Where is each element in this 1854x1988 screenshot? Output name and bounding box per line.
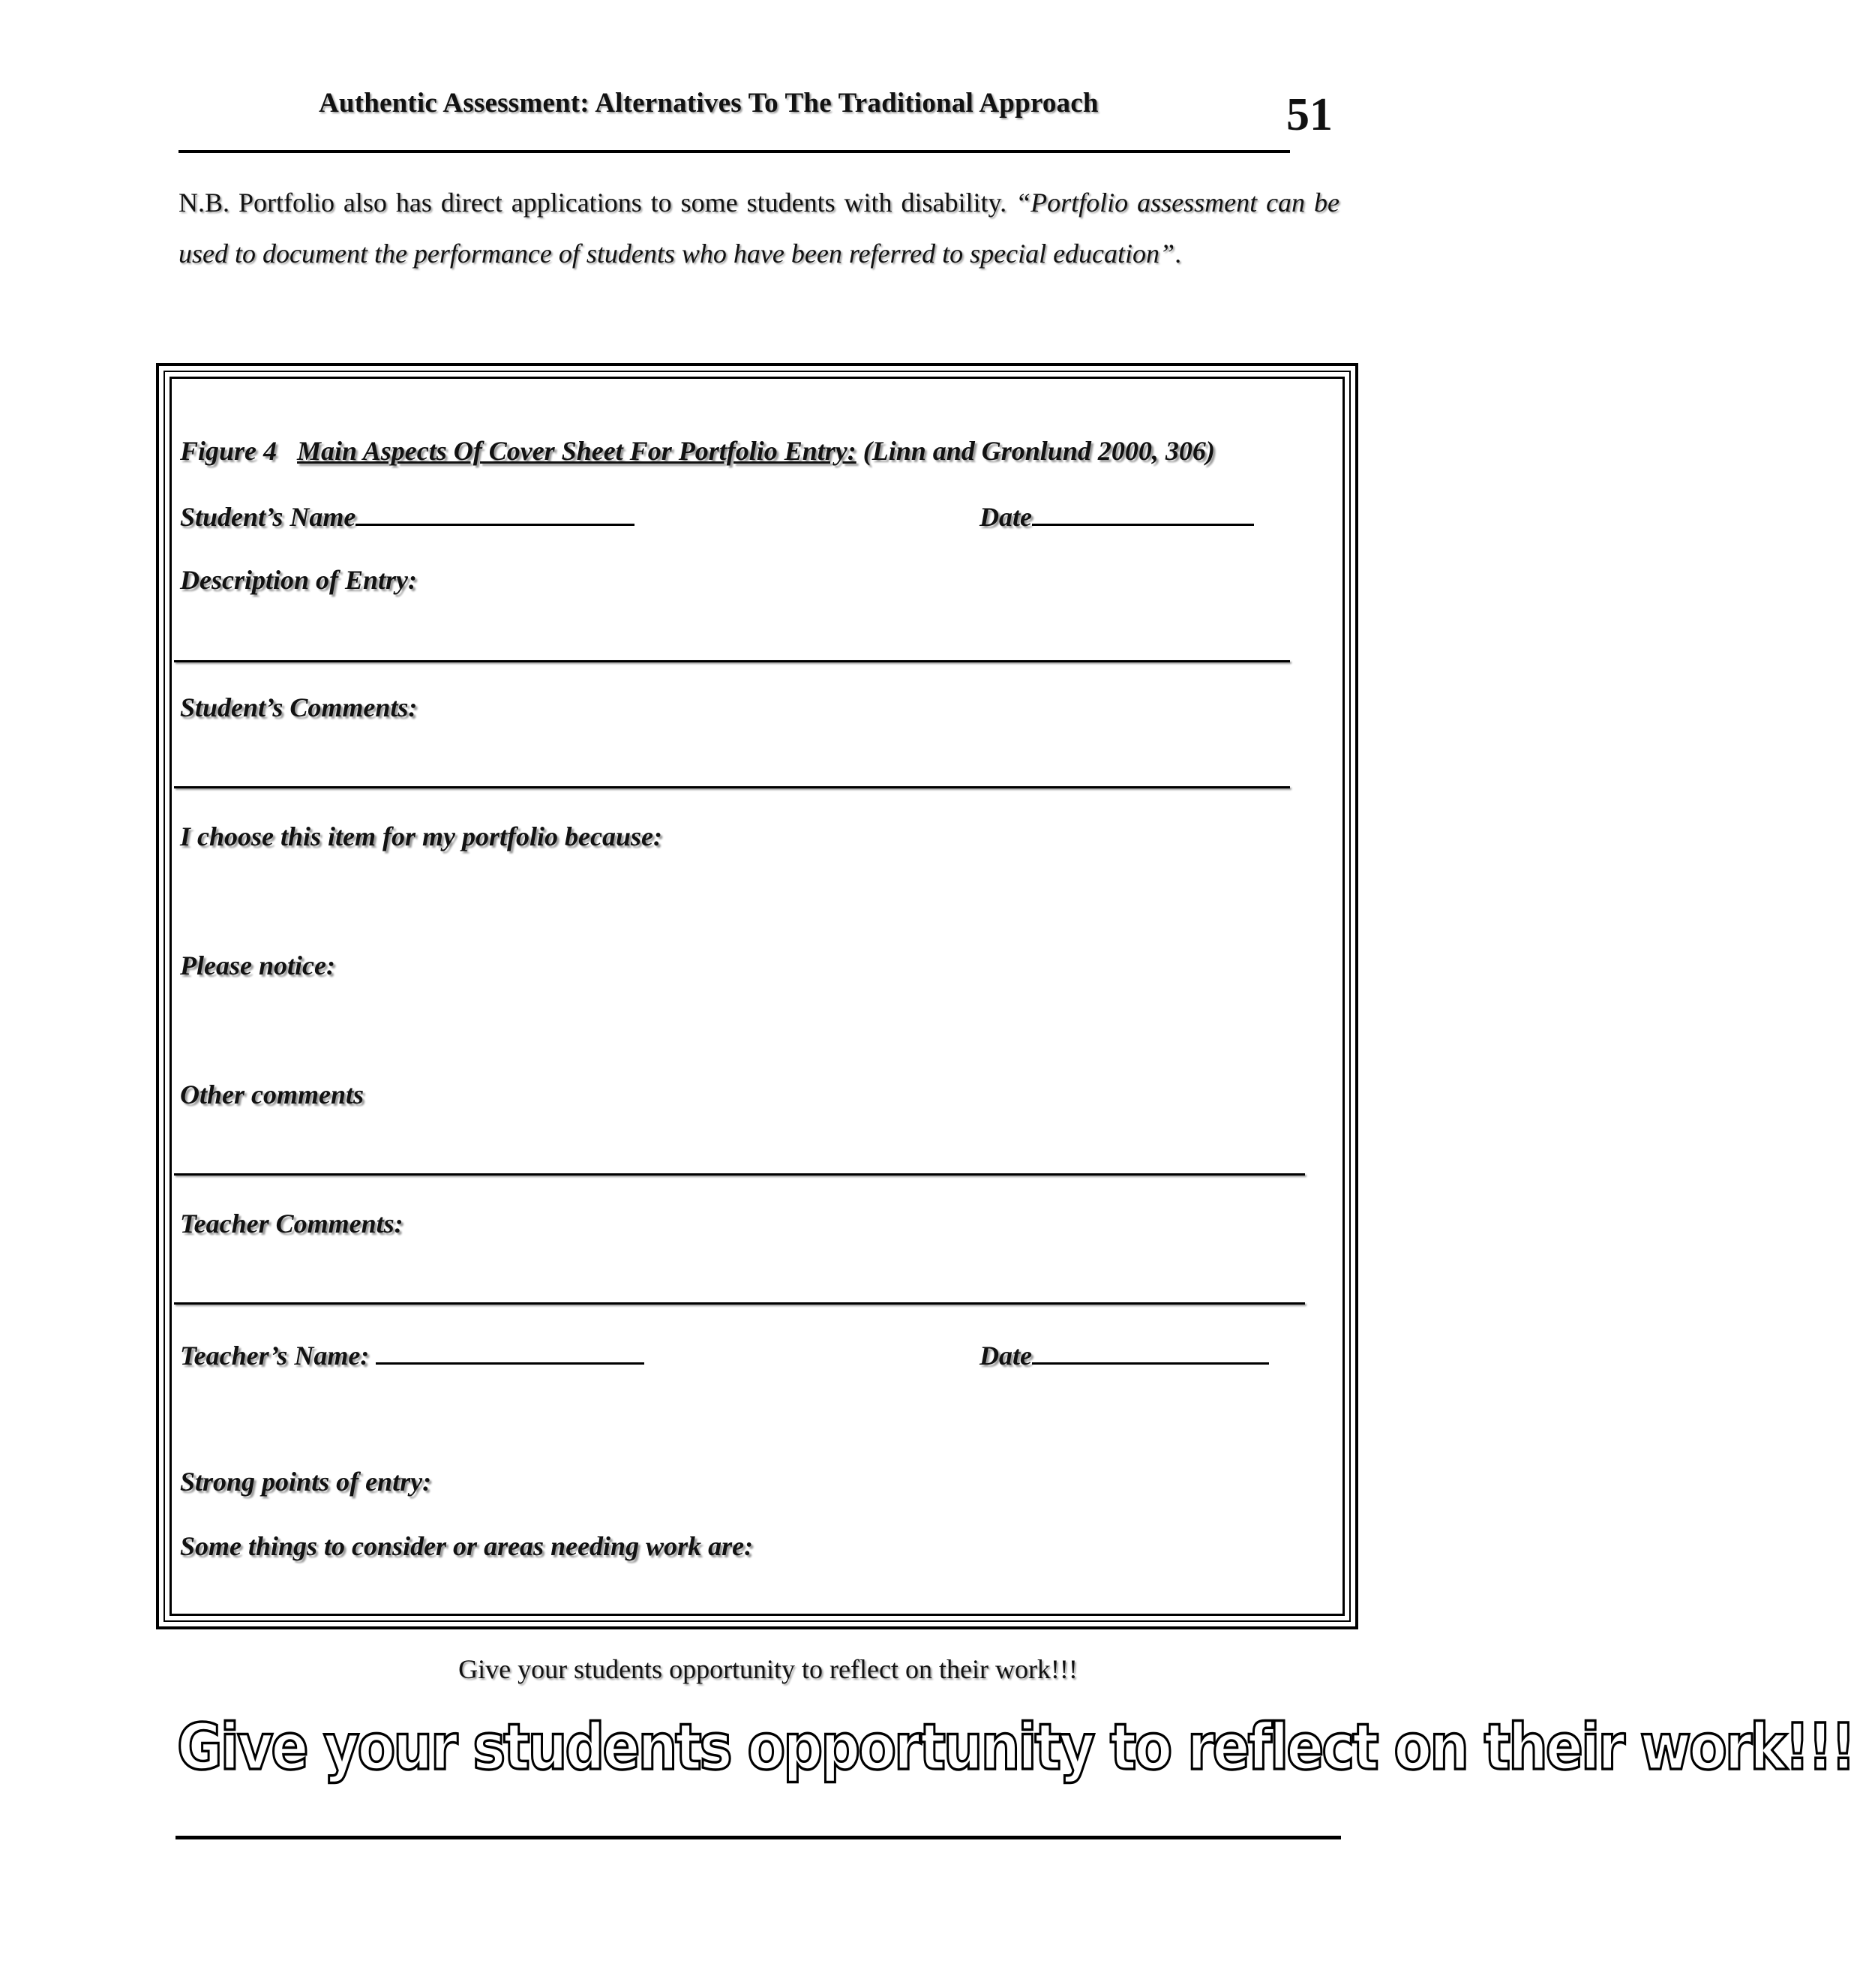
date-label-1: Date — [980, 502, 1032, 532]
note-lead: N.B. Portfolio also has direct applications to some students with disability. — [178, 188, 1016, 218]
running-header: Authentic Assessment: Alternatives To The Traditional Approach — [319, 88, 1099, 119]
figure-frame — [156, 363, 1358, 1629]
teacher-name-label: Teacher’s Name: — [180, 1341, 376, 1371]
student-comments-line[interactable] — [174, 786, 1290, 788]
choose-reason-label: I choose this item for my portfolio because: — [180, 821, 662, 851]
teacher-comments-label: Teacher Comments: — [180, 1209, 404, 1239]
bottom-rule — [176, 1836, 1341, 1839]
figure-citation: (Linn and Gronlund 2000, 306) — [856, 436, 1215, 466]
other-comments-line[interactable] — [174, 1173, 1305, 1176]
note-paragraph — [178, 177, 1340, 279]
page-number: 51 — [1286, 89, 1333, 140]
note-tail: . — [1174, 239, 1182, 269]
date-blank-1[interactable] — [1032, 498, 1254, 526]
description-line[interactable] — [174, 660, 1290, 662]
figure-label: Figure 4 — [180, 436, 278, 466]
date-label-2: Date — [980, 1341, 1032, 1371]
teacher-name-field — [180, 1337, 644, 1371]
areas-needing-work-label: Some things to consider or areas needing work are: — [180, 1531, 754, 1561]
date-field-1 — [980, 498, 1254, 533]
strong-points-label: Strong points of entry: — [180, 1467, 432, 1497]
teacher-name-blank[interactable] — [376, 1337, 644, 1365]
figure-title: Main Aspects Of Cover Sheet For Portfolio Entry: — [297, 436, 856, 466]
student-comments-label: Student’s Comments: — [180, 692, 418, 722]
student-name-label: Student’s Name — [180, 502, 356, 532]
student-name-blank[interactable] — [356, 498, 634, 526]
please-notice-label: Please notice: — [180, 950, 335, 980]
note-quote: “Portfolio assessment can be used to document the performance of students who have been referred to special education” — [178, 188, 1340, 269]
date-field-2 — [980, 1337, 1269, 1371]
footer-caption: Give your students opportunity to reflect on their work!!! — [458, 1654, 1078, 1684]
other-comments-label: Other comments — [180, 1080, 364, 1110]
header-rule — [178, 150, 1290, 153]
footer-banner: Give your students opportunity to reflect on their work!!! — [177, 1710, 1854, 1785]
teacher-comments-line[interactable] — [174, 1302, 1305, 1305]
date-blank-2[interactable] — [1032, 1337, 1269, 1365]
student-name-field — [180, 498, 634, 533]
frame-border-innermost — [170, 377, 1345, 1616]
description-label: Description of Entry: — [180, 565, 418, 595]
figure-caption — [180, 435, 1215, 467]
